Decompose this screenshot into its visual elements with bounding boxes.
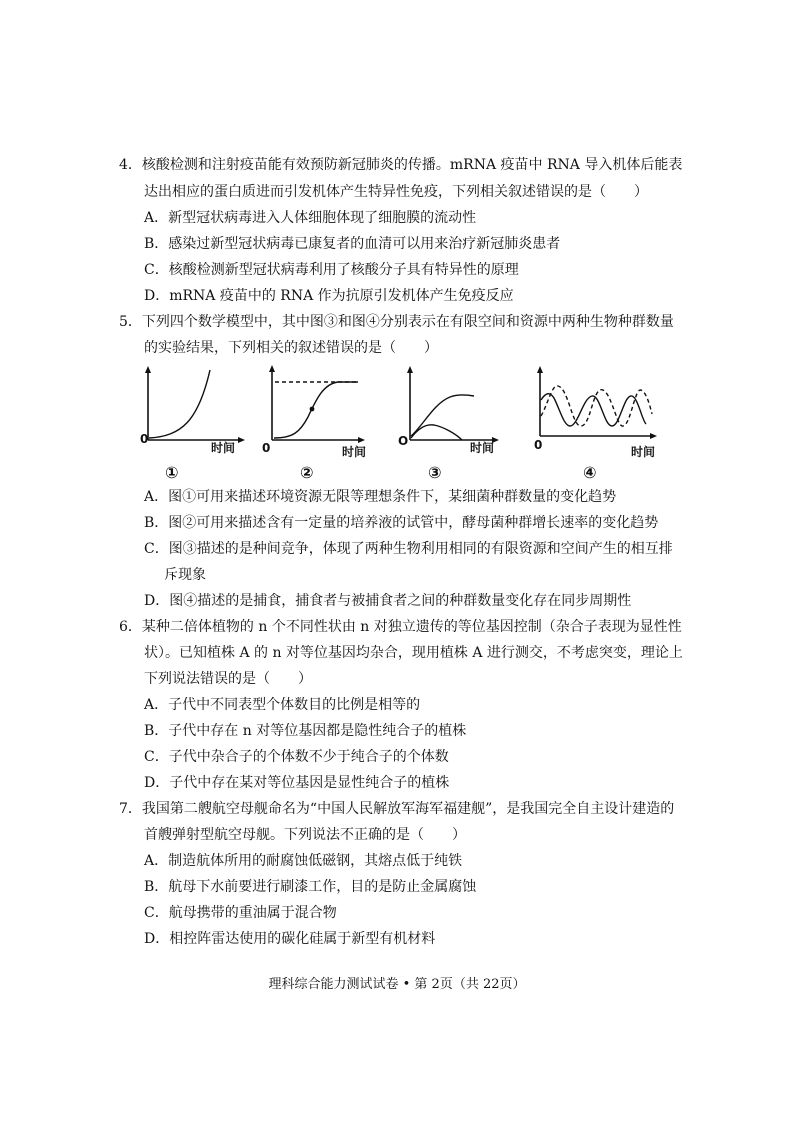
q7-option-c: C．航母携带的重油属于混合物 — [144, 905, 337, 921]
fig4-curve-prey — [541, 394, 646, 426]
q6-option-c: C．子代中杂合子的个体数不少于纯合子的个体数 — [144, 749, 449, 765]
q6-stem-line-3: 下列说法错误的是（ ） — [144, 671, 312, 687]
q4-option-b: B．感染过新型冠状病毒已康复者的血清可以用来治疗新冠肺炎患者 — [144, 236, 561, 252]
q5-stem-line-1: 5．下列四个数学模型中，其中图③和图④分别表示在有限空间和资源中两种生物种群数量 — [119, 314, 674, 330]
q7-option-a: A．制造航体所用的耐腐蚀低磁钢，其熔点低于纯铁 — [144, 853, 463, 869]
fig1-curve — [149, 370, 210, 438]
figure-3-label: ③ — [428, 463, 442, 482]
q5-option-d: D．图④描述的是捕食，捕食者与被捕食者之间的种群数量变化存在同步周期性 — [144, 593, 632, 609]
fig2-y-arrow — [269, 365, 275, 372]
fig2-x-arrow — [358, 437, 365, 443]
fig2-origin: 0 — [262, 441, 271, 455]
q7-stem-line-1: 7．我国第二艘航空母舰命名为“中国人民解放军海军福建舰”，是我国完全自主设计建造的 — [119, 801, 675, 817]
fig2-inflection-point — [310, 407, 315, 412]
q5-stem-line-2: 的实验结果，下列相关的叙述错误的是（ ） — [144, 340, 438, 356]
figure-4-predation — [528, 364, 663, 463]
figure-2-s-curve — [258, 362, 368, 464]
fig1-origin: 0 — [140, 432, 149, 446]
fig3-origin: O — [398, 434, 409, 448]
figure-1-label: ① — [165, 463, 179, 482]
q5-option-a: A．图①可用来描述环境资源无限等理想条件下，某细菌种群数量的变化趋势 — [144, 489, 617, 505]
q5-option-b: B．图②可用来描述含有一定量的培养液的试管中，酵母菌种群增长速率的变化趋势 — [144, 515, 659, 531]
fig4-x-label: 时间 — [631, 445, 656, 459]
q4-stem-line-1: 4．核酸检测和注射疫苗能有效预防新冠肺炎的传播。mRNA 疫苗中 RNA 导入机体后能表 — [119, 157, 683, 173]
q7-stem-line-2: 首艘弹射型航空母舰。下列说法不正确的是（ ） — [144, 827, 466, 843]
fig4-x-arrow — [650, 433, 657, 439]
fig1-x-arrow — [238, 437, 245, 443]
fig4-y-arrow — [537, 366, 543, 373]
figure-1-j-curve — [136, 364, 246, 463]
page-footer: 理科综合能力测试试卷 • 第 2页（共 22页） — [268, 977, 526, 992]
q4-option-c: C．核酸检测新型冠状病毒利用了核酸分子具有特异性的原理 — [144, 262, 519, 278]
q5-option-c: C．图③描述的是种间竞争，体现了两种生物利用相同的有限资源和空间产生的相互排 — [144, 541, 673, 557]
fig1-x-label: 时间 — [211, 441, 236, 455]
q5-option-c-continued: 斥现象 — [164, 567, 206, 583]
figure-3-competition — [398, 364, 508, 463]
fig3-x-label: 时间 — [470, 441, 495, 455]
q6-option-a: A．子代中不同表型个体数目的比例是相等的 — [144, 697, 421, 713]
q4-stem-line-2: 达出相应的蛋白质进而引发机体产生特异性免疫，下列相关叙述错误的是（ ） — [144, 184, 648, 200]
fig3-curve-winner — [411, 395, 474, 436]
fig4-origin: 0 — [534, 438, 543, 452]
fig2-x-label: 时间 — [342, 445, 367, 459]
q4-option-a: A．新型冠状病毒进入人体细胞体现了细胞膜的流动性 — [144, 210, 477, 226]
q7-option-b: B．航母下水前要进行刷漆工作，目的是防止金属腐蚀 — [144, 879, 477, 895]
fig3-y-arrow — [407, 366, 413, 373]
q6-option-b: B．子代中存在 n 对等位基因都是隐性纯合子的植株 — [144, 723, 467, 739]
fig1-y-arrow — [145, 366, 151, 373]
figure-4-label: ④ — [583, 463, 597, 482]
q6-option-d: D．子代中存在某对等位基因是显性纯合子的植株 — [144, 775, 450, 791]
q7-option-d: D．相控阵雷达使用的碳化硅属于新型有机材料 — [144, 931, 436, 947]
fig2-curve — [274, 382, 358, 438]
figure-2-label: ② — [300, 463, 314, 482]
q4-option-d: D．mRNA 疫苗中的 RNA 作为抗原引发机体产生免疫反应 — [144, 288, 514, 304]
q6-stem-line-2: 状）。已知植株 A 的 n 对等位基因均杂合，现用植株 A 进行测交，不考虑突变，理论上 — [144, 645, 683, 661]
q6-stem-line-1: 6．某种二倍体植物的 n 个不同性状由 n 对独立遗传的等位基因控制（杂合子表现为显性性 — [119, 619, 682, 635]
